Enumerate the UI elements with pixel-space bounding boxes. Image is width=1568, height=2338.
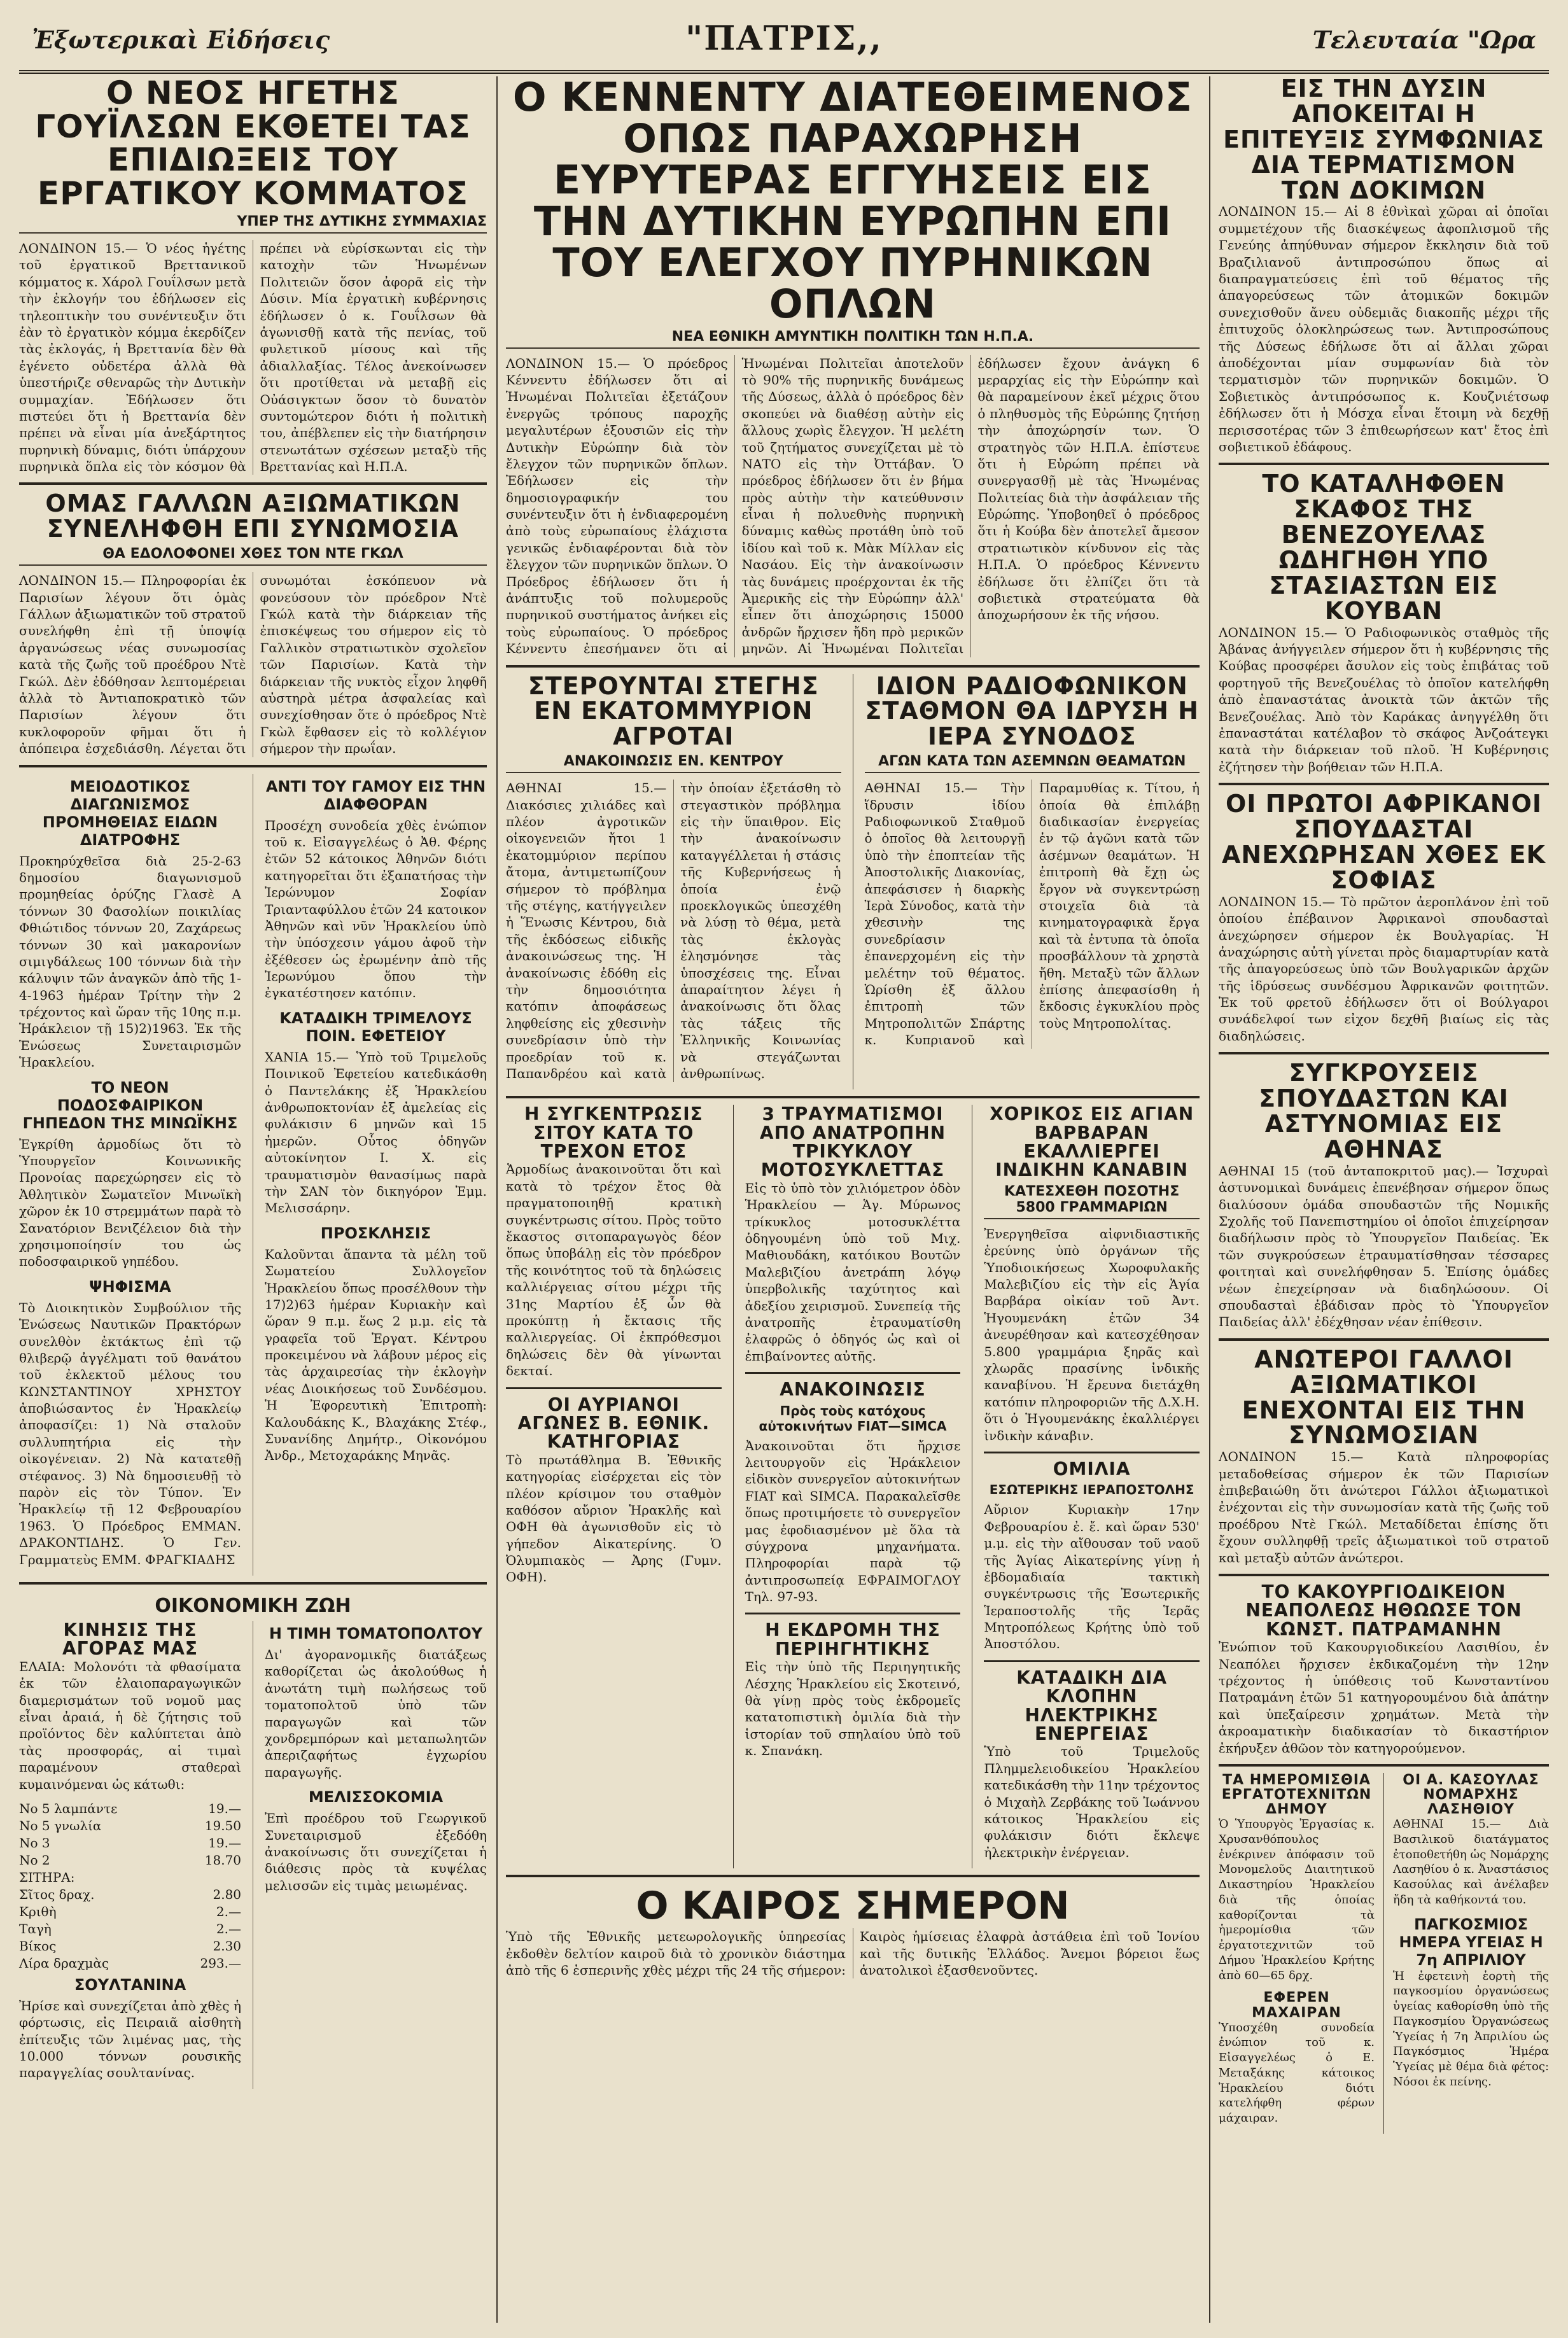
article-invitation: Καλοῦνται ἅπαντα τὰ μέλη τοῦ Σωματείου Συλλογεῖον Ἡρακλείου ὅπως προσέλθουν τὴν 17)2)63 ἡμέραν Κυριακὴν καὶ ὥραν 9 π.μ. ἕως 2 μ.μ. εἰς τὰ γραφεῖα τοῦ Ἐργατ. Κέντρου προκειμένου νὰ λάβουν μέρος εἰς τὰς ἀρχαιρεσίας τὴν ἐκλογὴν νέας Διοικήσεως τοῦ Συνδέσμου. Ἡ Ἐφορευτικὴ Ἐπιτροπὴ: Καλουδάκης Κ., Βλαχάκης Στέφ., Συνανίδης Δημήτρ., Οἰκονόμου Ἀνδρ., Μετοχαράκης Μηνᾶς.: [265, 1246, 487, 1464]
article-knife: Ὑποσχέθη συνοδεία ἐνώπιον τοῦ κ. Εἰσαγγελέως ὁ Ε. Μεταξάκης κάτοικος Ἡρακλείου διότι κατελήφθη φέρων μάχαιραν.: [1219, 2020, 1375, 2125]
article-health-day: Ἡ ἐφετεινὴ ἑορτὴ τῆς παγκοσμίου ὀργανώσεως ὑγείας καθορίσθη ὑπὸ τῆς Παγκοσμίου Ὀργανώσεως Ὑγείας ἡ 7η Ἀπριλίου ὡς Παγκόσμιος Ἡμέρα Ὑγείας μὲ θέμα διὰ φέτος: Νόσοι ἐκ πείνης.: [1393, 1969, 1550, 2089]
headline-weather: Ο ΚΑΙΡΟΣ ΣΗΜΕΡΟΝ: [636, 1884, 1070, 1929]
market-price-row: [19, 1903, 241, 1921]
market-price-value: 19.—: [208, 1800, 242, 1816]
market-price-label: Λίρα δραχμὰς: [19, 1955, 109, 1971]
small-notices-right: [265, 774, 487, 1576]
article-wages: Ὁ Ὑπουργὸς Ἐργασίας κ. Χρυσανθόπουλος ἐνέκρινεν ἀπόφασιν τοῦ Μονομελοῦς Διαιτητικοῦ Δικαστηρίου Ἡρακλείου διὰ τῆς ὁποίας καθορίζονται τὰ ἡμερομίσθια τῶν ἐργατοτεχνιτῶν τοῦ Δήμου Ἡρακλείου Κρήτης ἀπὸ 60—65 δρχ.: [1219, 1817, 1375, 1982]
market-price-label: Νο 2: [19, 1852, 50, 1868]
box-french-officers: [19, 482, 487, 757]
article-wilson: ΛΟΝΔΙΝΟΝ 15.— Ὁ νέος ἡγέτης τοῦ ἐργατικοῦ Βρεττανικοῦ κόμματος κ. Χάρολ Γουΐλσων μετὰ τὴν ἐκλογήν του ἐδήλωσεν εἰς τηλεοπτικὴν του συνέντευξιν ὅτι ἐὰν τὸ ἐργατικὸν κόμμα ἐκερδίζεν τὰς ἐκλογάς, ἡ Βρεττανία δὲν θὰ ἐγένετο οὐδετέρα ἀλλὰ θὰ ὑπεστήριζε σθεναρῶς τὴν Δυτικὴν συμμαχίαν. Ἐδήλωσεν ὅτι πιστεύει ὅτι ἡ Βρεττανία δὲν πρέπει νὰ εἶναι μία ἀνεξάρτητος πυρηνικὴ δύναμις, διότι ὑπάρχουν πυρηνικὰ ὅπλα εἰς τὸν κόσμον θὰ πρέπει νὰ εὑρίσκωνται εἰς τὴν κατοχὴν τῶν Ἡνωμένων Πολιτειῶν ὅσον ἀφορᾶ εἰς τὴν Δύσιν. Μία ἐργατικὴ κυβέρνησις ἐδήλωσεν ὁ κ. Γουΐλσων θὰ ἀγωνισθῇ κατὰ τῆς πενίας, τοῦ φυλετικοῦ μίσους καὶ τῆς ἀδιαλλαξίας. Τέλος ἀνεκοίνωσεν ὅτι προτίθεται νὰ μεταβῇ εἰς Οὐάσιγκτων ὅσον τὸ δυνατὸν συντομώτερον διότι ἡ πολιτικὴ του, ἀπέβλεπεν εἰς τὴν διατήρησιν στενωτάτων σχέσεων μεταξὺ τῆς Βρεττανίας καὶ Η.Π.Α.: [19, 241, 487, 475]
article-kennedy: ΛΟΝΔΙΝΟΝ 15.— Ὁ πρόεδρος Κέννεντυ ἐδήλωσεν ὅτι αἱ Ἡνωμέναι Πολιτεῖαι ἐξετάζουν ἐνεργῶς τρόπους παροχῆς μεγαλυτέρων ἐξουσιῶν εἰς τὴν Δυτικὴν Εὐρώπην διὰ τὸν ἔλεγχον τῶν πυρηνικῶν ὅπλων. Ἐδήλωσεν εἰς τὴν δημοσιογραφικήν του συνέντευξιν ὅτι ἡ ἐνδιαφερομένη ἀπὸ τοὺς εὐρωπαίους ἐλάχιστα γενικῶς ἐνδιαφέρονται διὰ τὸν ἔλεγχον τῶν πυρηνικῶν ὅπλων. Ὁ Πρόεδρος ἐδήλωσεν ὅτι ἡ ἀνάπτυξις τοῦ πολυμεροῦς πυρηνικοῦ συστήματος ἀνήκει εἰς τοὺς εὐρωπαίους. Ὁ πρόεδρος Κέννεντυ ἐπεσήμανεν ὅτι αἱ Ἡνωμέναι Πολιτεῖαι ἀποτελοῦν τὸ 90% τῆς πυρηνικῆς δυνάμεως τῆς Δύσεως, ἀλλὰ ὁ πρόεδρος δὲν σκοπεύει νὰ διαθέσῃ αὐτὴν εἰς ἄλλους χωρὶς ἔλεγχον. Ἡ μελέτη τοῦ ζητήματος συνεχίζεται μὲ τὸ ΝΑΤΟ εἰς τὴν Ὀττάβαν. Ὁ πρόεδρος ἐδήλωσεν ὅτι ἐν βήμα πρὸς αὐτὴν τὴν κατεύθυνσιν εἶναι ἡ πολυεθνὴς πυρηνικὴ δύναμις καθὼς προτάθη ὑπὸ τοῦ ἰδίου καὶ τοῦ κ. Μὰκ Μίλλαν εἰς Νασάου. Εἰς τὴν ἀνακοίνωσιν τὰς δυνάμεις προέρχονται ἐκ τῆς Ἀμερικῆς εἰς τὴν Εὐρώπην ἀλλ' εἶπεν ὅτι ἀποχώρησις 15000 ἀνδρῶν ἤρχισεν ἤδη πρὸ μερικῶν μηνῶν. Αἱ Ἡνωμέναι Πολιτεῖαι ἐδήλωσεν ἔχουν ἀνάγκη 6 μεραρχίας εἰς τὴν Εὐρώπην καὶ θὰ παραμείνουν ἐκεῖ μέχρις ὅτου ὁ πληθυσμὸς τῆς Εὐρώπης ζητήσῃ τὴν ἀποχώρησίν των. Ὁ στρατηγὸς τῶν Η.Π.Α. ἐπίστευε ὅτι ἡ Εὐρώπη πρέπει νὰ συνεργασθῇ μὲ τὰς Ἡνωμένας Πολιτείας διὰ τὴν ἀσφάλειαν τῆς Εὐρώπης. Ὑποβοηθεῖ ὁ πρόεδρος ὅτι ἡ Κούβα δὲν ἀποτελεῖ ἄμεσον στρατιωτικὸν κίνδυνον εἰς τὰς Η.Π.Α. Ὁ πρόεδρος Κέννεντυ ἐδήλωσε ὅτι ἐλπίζει ὅτι τὰ σοβιετικὰ στρατεύματα θὰ ἀποχωρήσουν ἐκ τῆς νήσου.: [506, 355, 1200, 657]
headline-notice: ΑΝΑΚΟΙΝΩΣΙΣ: [780, 1379, 926, 1401]
market-price-row: [19, 1938, 241, 1955]
headline-test-ban: ΕΙΣ ΤΗΝ ΔΥΣΙΝ ΑΠΟΚΕΙΤΑΙ Η ΕΠΙΤΕΥΞΙΣ ΣΥΜΦΩΝΙΑΣ ΔΙΑ ΤΕΡΜΑΤΙΣΜΟΝ ΤΩΝ ΔΟΚΙΜΩΝ: [1223, 74, 1544, 204]
headline-health-day: ΠΑΓΚΟΣΜΙΟΣ ΗΜΕΡΑ ΥΓΕΙΑΣ Η 7η ΑΠΡΙΛΙΟΥ: [1399, 1915, 1543, 1969]
headline-hemp: ΧΟΡΙΚΟΣ ΕΙΣ ΑΓΙΑΝ ΒΑΡΒΑΡΑΝ ΕΚΑΛΛΙΕΡΓΕΙ ΙΝΔΙΚΗΝ ΚΑΝΑΒΙΝ: [990, 1103, 1194, 1181]
right-column: [1219, 76, 1549, 2134]
market-price-label: Νο 3: [19, 1835, 50, 1851]
article-student-clashes: ΑΘΗΝΑΙ 15 (τοῦ ἀνταποκριτοῦ μας).— Ἰσχυραὶ ἀστυνομικαὶ δυνάμεις ἐπενέβησαν σήμερον ὅπως διαλύσουν ὁμάδα σπουδαστῶν τῆς Νομικῆς Σχολῆς τοῦ Πανεπιστημίου οἱ ὁποῖοι ἐπιχείρησαν διαδήλωσιν πρὸς τὸ Ὑπουργεῖον Παιδείας. Ἐκ τῶν συγκρούσεων ἐτραυματίσθησαν τέσσαρες φοιτηταὶ καὶ συνελήφθησαν 5. Ἐπίσης ὁμάδες νέων ἐπεχείρησαν νὰ διαδηλώσουν. Οἱ σπουδασταὶ ἐβάδισαν πρὸς τὸ Ὑπουργεῖον Παιδείας ἀλλ' ἐδέχθησαν νέαν ἐπίθεσιν.: [1219, 1163, 1549, 1330]
article-resolution: Τὸ Διοικητικὸν Συμβούλιον τῆς Ἑνώσεως Ναυτικῶν Πρακτόρων συνελθὸν ἐκτάκτως ἐπὶ τῷ θλιβερῷ ἀγγέλματι τοῦ θανάτου τοῦ ἐκλεκτοῦ μέλους του ΚΩΝΣΤΑΝΤΙΝΟΥ ΧΡΗΣΤΟΥ ἀποβιώσαντος ἐν Ἡρακλείῳ ἀποφασίζει: 1) Νὰ σταλοῦν συλλυπητήρια εἰς τὴν οἰκογένειαν. 2) Νὰ κατατεθῇ στέφανος. 3) Νὰ δημοσιευθῇ τὸ παρὸν εἰς τὸν Τύπον. Ἐν Ἡρακλείῳ τῇ 12 Φεβρουαρίου 1963. Ὁ Πρόεδρος ΕΜΜΑΝ. ΔΡΑΚΟΝΤΙΔΗΣ. Ὁ Γεν. Γραμματεὺς ΕΜΜ. ΦΡΑΓΚΙΑΔΗΣ: [19, 1299, 242, 1567]
headline-venezuela: ΤΟ ΚΑΤΑΛΗΦΘΕΝ ΣΚΑΦΟΣ ΤΗΣ ΒΕΝΕΖΟΥΕΛΑΣ ΩΔΗΓΗΘΗ ΥΠΟ ΣΤΑΣΙΑΣΤΩΝ ΕΙΣ ΚΟΥΒΑΝ: [1262, 470, 1506, 625]
market-price-list: [19, 1800, 241, 1972]
economy-title: ΟΙΚΟΝΟΜΙΚΗ ΖΩΗ: [155, 1595, 351, 1617]
headline-kings: ΟΙ ΑΥΡΙΑΝΟΙ ΑΓΩΝΕΣ Β. ΕΘΝΙΚ. ΚΑΤΗΓΟΡΙΑΣ: [517, 1394, 710, 1453]
article-conviction: ΧΑΝΙΑ 15.— Ὑπὸ τοῦ Τριμελοῦς Ποινικοῦ Ἐφετείου κατεδικάσθη ὁ Παντελάκης ἐξ Ἡρακλείου ἀνθρωποκτονίαν ἐξ ἀμελείας εἰς φυλάκισιν 6 μηνῶν καὶ 15 ἡμερῶν. Οὗτος ὁδηγῶν αὐτοκίνητον Ι. Χ. εἰς τραυματισμὸν θανασίμως παρὰ τὴν ΣΑΝ τὸν δικηγόρον Ἐμμ. Μελισσάρην.: [265, 1049, 487, 1216]
article-marriage: Προσέχη συνοδεία χθὲς ἐνώπιον τοῦ κ. Εἰσαγγελέως ὁ Ἀθ. Φέρης ἐτῶν 52 κάτοικος Ἀθηνῶν διότι κατηγορεῖται ὅτι ἐξαπατήσας τὴν Ἰερώνυμον Σοφίαν Τριανταφύλλου ἐτῶν 24 κατοικον Ἀθηνῶν καὶ νῦν Ἡρακλείου ὑπὸ τὴν ὑπόσχεσιν γάμου ἀφοῦ τὴν ἐξέθεσεν ὡς ἐρωμένην ἀπὸ τῆς Ἰερωνύμου ὅπου τὴν ἐγκατέστησεν κατόπιν.: [265, 817, 487, 1001]
article-hemp: Ἐνεργηθεῖσα αἰφνιδιαστικῆς ἐρεύνης ὑπὸ ὀργάνων τῆς Ὑποδιοικήσεως Χωροφυλακῆς Μαλεβιζίου εἰς τὴν εἰς Ἁγία Βαρβάρα οἰκίαν τοῦ Ἀντ. Ἡγουμενάκη ἐτῶν 34 ἀνευρέθησαν καὶ κατεσχέθησαν 5.800 γραμμάρια ξηρᾶς καὶ χλωρᾶς πρασίνης ἰνδικῆς καναβίνου. Ἡ ἔρευνα διετάχθη κατόπιν πληροφοριῶν τῆς Δ.Χ.Η. ὅτι ὁ Ἡγουμενάκης ἐκαλλιέργει ἰνδικὴν κάναβιν.: [984, 1226, 1200, 1443]
headline-kennedy: Ο ΚΕΝΝΕΝΤΥ ΔΙΑΤΕΘΕΙΜΕΝΟΣ ΟΠΩΣ ΠΑΡΑΧΩΡΗΣΗ ΕΥΡΥΤΕΡΑΣ ΕΓΓΥΗΣΕΙΣ ΕΙΣ ΤΗΝ ΔΥΤΙΚΗΝ ΕΥΡΩΠΗΝ ΕΠΙ ΤΟΥ ΕΛΕΓΧΟΥ ΠΥΡΗΝΙΚΩΝ ΟΠΛΩΝ: [512, 74, 1193, 328]
headline-wheat: Η ΣΥΓΚΕΝΤΡΩΣΙΣ ΣΙΤΟΥ ΚΑΤΑ ΤΟ ΤΡΕΧΟΝ ΕΤΟΣ: [524, 1103, 703, 1163]
kicker-french-plot: ΘΑ ΕΔΟΛΟΦΟΝΕΙ ΧΘΕΣ ΤΟΝ ΝΤΕ ΓΚΩΛ: [19, 546, 487, 566]
article-notice: Ἀνακοινοῦται ὅτι ἤρχισε λειτουργοῦν εἰς Ἡράκλειον εἰδικὸν συνεργεῖον αὐτοκινήτων FIAT καὶ SIMCA. Παρακαλεῖσθε ὅπως προτιμήσετε τὸ συνεργεῖον μας ἐφοδιασμένον μὲ ὅλα τὰ σύγχρονα μηχανήματα. Πληροφορίαι παρὰ τῷ ἀντιπροσωπείᾳ ΕΦΡΑΙΜΟΓΛΟΥ Τηλ. 97-93.: [745, 1438, 961, 1605]
column-rule: [1209, 76, 1210, 2323]
headline-court: ΤΟ ΚΑΚΟΥΡΓΙΟΔΙΚΕΙΟΝ ΝΕΑΠΟΛΕΩΣ ΗΘΩΩΣΕ ΤΟΝ ΚΩΝΣΤ. ΠΑΤΡΑΜΑΝΗΝ: [1245, 1581, 1522, 1640]
market-price-label: ΣΙΤΗΡΑ:: [19, 1869, 75, 1885]
block-wheat: [506, 1105, 722, 1868]
left-column: [19, 76, 487, 2089]
market-price-value: 293.—: [200, 1955, 242, 1971]
market-price-label: Ταγὴ: [19, 1921, 52, 1936]
section-right-title: Τελευταία "Ωρα: [1312, 25, 1536, 54]
divider: [733, 1105, 734, 1868]
article-accident: Εἰς τὸ ὑπὸ τὸν χιλιόμετρον ὁδὸν Ἡρακλείου — Ἁγ. Μύρωνος τρίκυκλος μοτοσυκλέττα ὁδηγουμένη ὑπὸ τοῦ Μιχ. Μαθιουδάκη, κατόικου Βουτῶν Μαλεβιζίου ἀνετράπη λόγῳ ὑπερβολικῆς ταχύτητος καὶ ἀδεξίου χειρισμοῦ. Συνεπείᾳ τῆς ἀνατροπῆς ἐτραυματίσθη ἐλαφρῶς ὁ ὁδηγός ὡς καὶ οἱ ἐπιβαίνοντες αὐτῆς.: [745, 1180, 961, 1364]
headline-electric-theft: ΚΑΤΑΔΙΚΗ ΔΙΑ ΚΛΟΠΗΝ ΗΛΕΚΤΡΙΚΗΣ ΕΝΕΡΓΕΙΑΣ: [1016, 1667, 1168, 1745]
right-bottom-right: [1393, 1773, 1549, 2134]
article-farmers: ΑΘΗΝΑΙ 15.— Διακόσιες χιλιάδες καὶ πλέον ἀγροτικῶν οἰκογενειῶν ἤτοι 1 ἑκατομμύριον περίπου ἄτομα, ἀντιμετωπίζουν σήμερον τὸ πρόβλημα τῆς στέγης, κατήγγειλεν ἡ Ἕνωσις Κέντρου, διὰ τῆς ἐκδόσεως εἰδικῆς ἀνακοινώσεως της. Ἡ ἀνακοίνωσις ἐδόθη εἰς τὴν δημοσιότητα κατόπιν ἀποφάσεως ληφθείσης εἰς χθεσινὴν συνεδρίασιν ὑπὸ τὴν προεδρίαν τοῦ κ. Παπανδρέου καὶ κατὰ τὴν ὁποίαν ἐξετάσθη τὸ στεγαστικὸν πρόβλημα εἰς τὴν ὕπαιθρον. Εἰς τὴν ἀνακοίνωσιν καταγγέλλεται ἡ στάσις τῆς Κυβερνήσεως ἡ ὁποία ἐνῷ προεκλογικῶς ὑπεσχέθη νὰ λύσῃ τὸ θέμα, μετὰ τὰς ἐκλογὰς ἐλησμόνησε τὰς ὑποσχέσεις της. Εἶναι ἀπαραίτητον λέγει ἡ ἀνακοίνωσις ὅτι ὅλας τὰς τάξεις τῆς Ἑλληνικῆς Κοινωνίας νὰ στεγάζωνται ἀνθρωπίνως.: [506, 780, 841, 1081]
sultana-title: ΣΟΥΛΤΑΝΙΝΑ: [74, 1975, 186, 1994]
headline-knife: ΕΦΕΡΕΝ ΜΑΧΑΙΡΑΝ: [1252, 1990, 1341, 2021]
market-price-value: 2.30: [213, 1938, 242, 1954]
market-price-row: [19, 1869, 241, 1886]
block-court: [1219, 1574, 1549, 1756]
headline-french-plot: ΟΜΑΣ ΓΑΛΛΩΝ ΑΞΙΩΜΑΤΙΚΩΝ ΣΥΝΕΛΗΦΘΗ ΕΠΙ ΣΥΝΩΜΟΣΙΑ: [45, 489, 461, 543]
market-price-row: [19, 1955, 241, 1972]
headline-accident: 3 ΤΡΑΥΜΑΤΙΣΜΟΙ ΑΠΟ ΑΝΑΤΡΟΠΗΝ ΤΡΙΚΥΚΛΟΥ ΜΟΤΟΣΥΚΛΕΤΤΑΣ: [759, 1103, 946, 1181]
market-block: [19, 1621, 241, 2089]
center-row-1: [506, 665, 1200, 1090]
small-notices-left: [19, 774, 241, 1576]
market-price-value: 19.50: [204, 1817, 242, 1833]
article-speech: Αὔριον Κυριακὴν 17ην Φεβρουαρίου ἐ. ἔ. καὶ ὥραν 530' μ.μ. εἰς τὴν αἴθουσαν τοῦ ναοῦ τῆς Ἁγίας Αἰκατερίνης γίνῃ ἡ ἑβδομαδιαία τακτικὴ συγκέντρωσις τῆς Ἐσωτερικῆς Ἱεραποστολῆς τῆς Ἱερᾶς Μητροπόλεως Κρήτης ὑπὸ τοῦ Ἀποστόλου.: [984, 1502, 1200, 1652]
headline-wilson: Ο ΝΕΟΣ ΗΓΕΤΗΣ ΓΟΥΪΛΣΩΝ ΕΚΘΕΤΕΙ ΤΑΣ ΕΠΙΔΙΩΞΕΙΣ ΤΟΥ ΕΡΓΑΤΙΚΟΥ ΚΟΜΜΑΤΟΣ: [35, 74, 471, 212]
separator: [745, 1613, 961, 1614]
market-intro: ΕΛΑΙΑ: Μολονότι τὰ φθασίματα ἐκ τῶν ἐλαιοπαραγωγικῶν διαμερισμάτων τοῦ νομοῦ μας εἶναι ἀραιά, ἡ δὲ ζήτησις τοῦ προϊόντος δὲν καλύπτεται ἀπὸ τὰς προσφοράς, αἱ τιμαὶ παραμένουν σταθεραὶ κυμαινόμεναι ὡς κάτωθι:: [19, 1658, 242, 1792]
headline-stadium: ΤΟ ΝΕΟΝ ΠΟΔΟΣΦΑΙΡΙΚΟΝ ΓΗΠΕΔΟΝ ΤΗΣ ΜΙΝΩΪΚΗΣ: [22, 1078, 238, 1132]
headline-invitation: ΠΡΟΣΚΛΗΣΙΣ: [320, 1224, 431, 1242]
headline-speech: ΟΜΙΛΙΑ: [1053, 1458, 1131, 1480]
article-stadium: Ἐγκρίθη ἀρμοδίως ὅτι τὸ Ὑπουργεῖον Κοινωνικῆς Προνοίας παρεχώρησεν εἰς τὸ Ἀθλητικὸν Σωματεῖον Μινωϊκὴ χῶρον ἐκ 10 στρεμμάτων παρὰ τὸ Σανατόριον Βενιζέλειον διὰ τὴν χρησιμοποίησίν του ὡς ποδοσφαιρικοῦ γηπέδου.: [19, 1136, 242, 1270]
column-rule: [496, 76, 498, 2323]
article-electric-theft: Ὑπὸ τοῦ Τριμελοῦς Πλημμελειοδικείου Ἡρακλείου κατεδικάσθη τὴν 11ην τρέχοντος ὁ Μιχαὴλ Ζερβάκης τοῦ Ἰωάννου κάτοικος Ἡρακλείου εἰς φυλάκισιν διότι ἔκλεψε ἠλεκτρικὴν ἐνέργειαν.: [984, 1744, 1200, 1860]
block-farmers: [506, 671, 841, 1090]
block-radio: [864, 671, 1200, 1090]
small-notices: [19, 765, 487, 1576]
article-prefect: ΑΘΗΝΑΙ 15.— Διὰ Βασιλικοῦ διατάγματος ἐτοποθετήθη ὡς Νομάρχης Λασηθίου ὁ κ. Ἀναστάσιος Κασούλας καὶ ἀνέλαβεν ἤδη τὰ καθήκοντά του.: [1393, 1817, 1550, 1907]
block-venezuela: [1219, 463, 1549, 775]
headline-radio: ΙΔΙΟΝ ΡΑΔΙΟΦΩΝΙΚΟΝ ΣΤΑΘΜΟΝ ΘΑ ΙΔΡΥΣΗ Η ΙΕΡΑ ΣΥΝΟΔΟΣ: [865, 671, 1199, 751]
market-price-row: [19, 1835, 241, 1852]
separator: [984, 1452, 1200, 1453]
economy-section: [19, 1582, 487, 2089]
market-price-label: Βίκος: [19, 1938, 57, 1954]
article-venezuela: ΛΟΝΔΙΝΟΝ 15.— Ὁ Ραδιοφωνικὸς σταθμὸς τῆς Ἀβάνας ἀνήγγειλεν σήμερον ὅτι ἡ κυβέρνησις τῆς Κούβας προσφέρει ἄσυλον εἰς τοὺς ἐπιβάτας τοῦ φορτηγοῦ τῆς Βενεζουέλας τὸ ὁποῖον κατελήφθη ἀπὸ ἐπαναστάτας ἀνοικτὰ τῶν ἀκτῶν τῆς Βενεζουέλας. Ἀπὸ τὸν Καράκας ἀνηγγέλθη ὅτι ἐπαναστάται κατέλαβον τὸ σκάφος Ἀνζοάτεγκι κατὰ τὴν διάρκειαν τοῦ πλοῦ. Ἡ Κυβέρνησις ἐζήτησεν τὴν βοήθειαν τῶν Η.Π.Α.: [1219, 624, 1549, 774]
kicker-farmers: ΑΝΑΚΟΙΝΩΣΙΣ ΕΝ. ΚΕΝΤΡΟΥ: [506, 753, 841, 773]
market-price-label: Κριθὴ: [19, 1903, 57, 1919]
headline-excursion: Η ΕΚΔΡΟΜΗ ΤΗΣ ΠΕΡΙΗΓΗΤΙΚΗΣ: [765, 1620, 941, 1660]
separator: [745, 1372, 961, 1374]
headline-conviction: ΚΑΤΑΔΙΚΗ ΤΡΙΜΕΛΟΥΣ ΠΟΙΝ. ΕΦΕΤΕΙΟΥ: [279, 1009, 472, 1045]
article-test-ban: ΛΟΝΔΙΝΟΝ 15.— Αἱ 8 ἐθνὶκαὶ χῶραι αἱ ὁποῖαι συμμετέχουν τῆς διασκέψεως ἀφοπλισμοῦ τῆς Γενεύης ἀπηύθυναν σήμερον ἔκκλησιν διὰ τοῦ Βραζιλιανοῦ ἀντιπροσώπου ὅπως αἱ διαπραγματεύσεις ἐπὶ τοῦ θέματος τῆς ἀπαγορεύσεως τῶν ἀτομικῶν δοκιμῶν συνεχισθοῦν ἄνευ οὐδεμιᾶς διακοπῆς μέχρι τῆς ἐπιτυχοῦς ὁλοκληρώσεως των. Ἀντιπροσώπους τῆς Δύσεως ἐδήλωσε ὅτι αἱ ἄλλαι χῶραι ἀποδέχονται μίαν συμφωνίαν διὰ τὸν τερματισμὸν τῶν πυρηνικῶν δοκιμῶν. Ὁ Σοβιετικὸς ἀντιπρόσωπος κ. Κουζνιέτσωφ ἐδήλωσεν ὅτι ἡ Μόσχα εἶναι ἕτοιμη νὰ δεχθῇ περισσοτέρας τῶν 3 ἐπιθεωρήσεων κατ' ἔτος ἐπὶ σοβιετικοῦ ἐδάφους.: [1219, 204, 1549, 454]
block-hemp: [984, 1105, 1200, 1868]
article-french-plot: ΛΟΝΔΙΝΟΝ 15.— Πληροφορίαι ἐκ Παρισίων λέγουν ὅτι ὁμὰς Γάλλων ἀξιωματικῶν τοῦ στρατοῦ συνελήφθη ἐπὶ τῇ ὑποψίᾳ ἀργανώσεως νέας συνωμοσίας κατὰ τῆς ζωῆς τοῦ προέδρου Ντὲ Γκώλ. Δὲν ἐδόθησαν λεπτομέρειαι ἀλλὰ τὸ Ἀντιαποκρατικὸ τῶν Παρισίων λέγουν ὅτι κυκλοφοροῦν φῆμαι ὅτι ἡ ἀπόπειρα ἐσχεδιάσθη. Λέγεται ὅτι συνωμόται ἐσκόπευον νὰ φονεύσουν τὸν πρόεδρον Ντὲ Γκώλ κατὰ τὴν διάρκειαν τῆς ἐπισκέψεως του σήμερον εἰς τὸ Γαλλικὸν στρατιωτικὸν σχολεῖον τῶν Παρισίων. Κατὰ τὴν διάρκειαν τῆς νυκτὸς εἶχον ληφθῆ αὐστηρὰ μέτρα ἀσφαλείας καὶ συνεχίσθησαν ὅτε ὁ πρόεδρος Ντὲ Γκὼλ ἔφθασεν εἰς τὸ κολλέγιον σήμερον τὴν πρωΐαν.: [19, 573, 487, 757]
section-left-title: Ἐξωτερικαὶ Εἰδήσεις: [32, 25, 330, 54]
headline-french-senior: ΑΝΩΤΕΡΟΙ ΓΑΛΛΟΙ ΑΞΙΩΜΑΤΙΚΟΙ ΕΝΕΧΟΝΤΑΙ ΕΙΣ ΤΗΝ ΣΥΝΩΜΟΣΙΑΝ: [1242, 1345, 1526, 1450]
article-radio: ΑΘΗΝΑΙ 15.— Τὴν ἵδρυσιν ἰδίου Ραδιοφωνικοῦ Σταθμοῦ ὁ ὁποῖος θὰ λειτουργῇ ὑπὸ τὴν ἐποπτείαν τῆς Ἀποστολικῆς Διακονίας, ἀπεφάσισεν ἡ διαρκὴς Ἱερὰ Σύνοδος, κατὰ τὴν χθεσινὴν της συνεδρίασιν ἐπανερχομένη εἰς τὴν μελέτην τοῦ θέματος. Ὡρίσθη ἐξ ἄλλου ἐπιτροπὴ τῶν Μητροπολιτῶν Σπάρτης κ. Κυπριανοῦ καὶ Παραμυθίας κ. Τίτου, ἡ ὁποία θὰ ἐπιλάβῃ διαδικασίαν ἐνεργείας ἐν τῷ ἀγῶνι κατὰ τῶν ἀσέμνων θεαμάτων. Ἡ ἐπιτροπὴ θὰ ἔχῃ ὡς ἔργον νὰ συγκεντρώσῃ στοιχεῖα διὰ τὰ κινηματογραφικὰ ἔργα καὶ τὰ ἐντυπα τὰ ὁποῖα προσβάλλουν τὰ χρηστὰ ἤθη. Μεταξὺ τῶν ἄλλων ἐπίσης ἀπεφασίσθη ἡ ἔκδοσις ἐγκυκλίου πρὸς τοὺς Μητροπολίτας.: [864, 780, 1200, 1048]
newspaper-title: "ΠΑΤΡΙΣ,,: [685, 19, 883, 58]
kicker-speech: ΕΣΩΤΕΡΙΚΗΣ ΙΕΡΑΠΟΣΤΟΛΗΣ: [989, 1482, 1194, 1498]
market-title: ΚΙΝΗΣΙΣ ΤΗΣ ΑΓΟΡΑΣ ΜΑΣ: [62, 1620, 199, 1660]
right-bottom-left: [1219, 1773, 1375, 2134]
market-price-value: 2.80: [213, 1886, 242, 1902]
block-accident: [745, 1105, 961, 1868]
block-student-clashes: [1219, 1052, 1549, 1330]
market-price-value: 2.—: [216, 1921, 242, 1936]
market-price-value: 19.—: [208, 1835, 242, 1851]
divider: [1383, 1773, 1384, 2134]
market-price-row: [19, 1886, 241, 1903]
separator: [984, 1660, 1200, 1662]
block-african-students: [1219, 783, 1549, 1044]
separator: [506, 1387, 722, 1389]
market-price-row: [19, 1852, 241, 1869]
headline-resolution: ΨΗΦΙΣΜΑ: [89, 1277, 171, 1296]
masthead: [19, 6, 1549, 74]
newspaper-page: [19, 6, 1549, 2329]
headline-student-clashes: ΣΥΓΚΡΟΥΣΕΙΣ ΣΠΟΥΔΑΣΤΩΝ ΚΑΙ ΑΣΤΥΝΟΜΙΑΣ ΕΙΣ ΑΘΗΝΑΣ: [1259, 1059, 1509, 1163]
right-bottom: [1219, 1764, 1549, 2134]
article-kings: Τὸ πρωτάθλημα Β. Ἐθνικῆς κατηγορίας εἰσέρχεται εἰς τὸν πλέον κρίσιμον του σταθμὸν καθόσον αὔριον Ἡρακλῆς καὶ ΟΦΗ θὰ ἀγωνισθοῦν εἰς τὸ γήπεδον Αἰκατερίνης. Ὁ Ὀλυμπιακὸς — Ἀρης (Γυμν. ΟΦΗ).: [506, 1452, 722, 1585]
market-price-label: Νο 5 λαμπάντε: [19, 1800, 118, 1816]
headline-wages: ΤΑ ΗΜΕΡΟΜΙΣΘΙΑ ΕΡΓΑΤΟΤΕΧΝΙΤΩΝ ΔΗΜΟΥ: [1221, 1772, 1372, 1818]
market-price-row: [19, 1800, 241, 1817]
article-weather: Ὑπὸ τῆς Ἐθνικῆς μετεωρολογικῆς ὑπηρεσίας ἐκδοθὲν δελτίον καιροῦ διὰ τὸ χρονικὸν διάστημα ἀπὸ τῆς 6 ἑσπερινῆς χθὲς μέχρι τῆς 24 τῆς σήμερον: Καιρὸς ἡμίσειας ἐλαφρὰ ἀστάθεια ἐπὶ τοῦ Ἰονίου καὶ τῆς δυτικῆς Ἑλλάδος. Ἄνεμοι βόρειοι ἕως ἀνατολικοὶ ἐξασθενοῦντες.: [506, 1929, 1200, 1978]
market-price-value: 2.—: [216, 1903, 242, 1919]
kicker-kennedy: ΝΕΑ ΕΘΝΙΚΗ ΑΜΥΝΤΙΚΗ ΠΟΛΙΤΙΚΗ ΤΩΝ Η.Π.Α.: [506, 329, 1200, 349]
article-african-students: ΛΟΝΔΙΝΟΝ 15.— Τὸ πρῶτον ἀεροπλάνον ἐπὶ τοῦ ὁποίου ἐπέβαινον Ἀφρικανοὶ σπουδασταὶ ἀνεχώρησεν σήμερον ἐκ Βουλγαρίας. Ἡ ἀναχώρησις αὐτὴ γίνεται πρὸς διαμαρτυρίαν κατὰ τῆς ἀπαγορεύσεως ὑπὸ τῶν Βουλγαρικῶν ἀρχῶν τῆς ἱδρύσεως συνδέσμου Ἀφρικανῶν φοιτητῶν. Ἐκ τοῦ φρετοῦ ἐδήλωσεν ὅτι οἱ Βούλγαροι συνάδελφοί των εἰχον δεχθῆ βιαίως εἰς τὰς διαδηλώσεις.: [1219, 893, 1549, 1044]
kicker-wilson: ΥΠΕΡ ΤΗΣ ΔΥΤΙΚΗΣ ΣΥΜΜΑΧΙΑΣ: [19, 214, 487, 234]
market-price-row: [19, 1921, 241, 1938]
center-row-2: [506, 1096, 1200, 1868]
block-french-senior: [1219, 1338, 1549, 1566]
headline-african-students: ΟΙ ΠΡΩΤΟΙ ΑΦΡΙΚΑΝΟΙ ΣΠΟΥΔΑΣΤΑΙ ΑΝΕΧΩΡΗΣΑΝ ΧΘΕΣ ΕΚ ΣΟΦΙΑΣ: [1222, 790, 1546, 894]
article-wheat: Ἁρμοδίως ἀνακοινοῦται ὅτι καὶ κατὰ τὸ τρέχον ἔτος θὰ πραγματοποιηθῇ κρατικὴ συγκέντρωσις σίτου. Πρὸς τοῦτο ἔκαστος σιτοπαραγωγὸς δέον ὅπως ὑποβάλῃ εἰς τὸν πρόεδρον τῆς κοινότητος τοῦ τὰ δηλώσεις καλλιέργειας σίτου μέχρι τῆς 31ης Μαρτίου ἐξ ὧν θὰ προκύπτῃ ἡ ἔκτασις τῆς καλλιεργείας. Οἱ ἐκπρόθεσμοι δηλώσεις δὲν θὰ γίνωνται δεκταί.: [506, 1161, 722, 1379]
economy-columns: [19, 1621, 487, 2089]
honey-title: ΜΕΛΙΣΣΟΚΟΜΙΑ: [308, 1788, 444, 1807]
weather-block: [506, 1875, 1200, 1978]
headline-prefect: ΟΙ Α. ΚΑΣΟΥΛΑΣ ΝΟΜΑΡΧΗΣ ΛΑΣΗΘΙΟΥ: [1403, 1772, 1539, 1818]
tomato-title: Η ΤΙΜΗ ΤΟΜΑΤΟΠΟΛΤΟΥ: [269, 1625, 483, 1642]
headline-farmers: ΣΤΕΡΟΥΝΤΑΙ ΣΤΕΓΗΣ ΕΝ ΕΚΑΤΟΜΜΥΡΙΟΝ ΑΓΡΟΤΑΙ: [528, 671, 819, 751]
market-price-label: Νο 5 γνωλία: [19, 1817, 102, 1833]
honey-body: Ἐπὶ προέδρου τοῦ Γεωργικοῦ Συνεταιρισμοῦ ἐξεδόθη ἀνακοίνωσις ὅτι συνεχίζεται ἡ διάθεσις πρὸς τὰ κυψέλας μελισσῶν εἰς τιμὰς μειωμένας.: [265, 1810, 487, 1893]
econ-right-block: [265, 1621, 487, 2089]
sultana-body: Ἠρίσε καὶ συνεχίζεται ἀπὸ χθὲς ἡ φόρτωσις, εἰς Πειραιᾶ αἰσθητὴ ἐπίτευξις τῶν λιμένας μας, τὴς 10.000 τόννων ρουσικῆς παραγγελίας σουλτανίνας.: [19, 1998, 242, 2081]
market-price-row: [19, 1817, 241, 1835]
tomato-body: Δι' ἀγορανομικῆς διατάξεως καθορίζεται ὡς ἀκολούθως ἡ ἀνωτάτη τιμὴ πωλήσεως τοῦ τοματοπολτοῦ ὑπὸ τῶν παραγωγῶν καὶ τῶν χονδρεμπόρων καὶ μεταπωλητῶν ἀπεριζαφήτως ἐγχωρίου παραγωγῆς.: [265, 1647, 487, 1780]
article-excursion: Εἰς τὴν ὑπὸ τῆς Περιηγητικῆς Λέσχης Ἡρακλείου εἰς Σκοτεινό, θὰ γίνῃ πρὸς τοὺς ἐκδρομεῖς κατατοπιστικὴ ὁμιλία διὰ τὴν ἱστορίαν τοῦ σπηλαίου ὑπὸ τοῦ κ. Σπανάκη.: [745, 1659, 961, 1759]
article-tender: Προκηρύχθεῖσα διὰ 25-2-63 δημοσίου διαγωνισμοῦ προμηθείας ὀρύζης Γλασὲ Α τόννων 30 Φασολίων ποικιλίας Φθιώτιδος τόννων 20, Ζαχάρεως τόννων 30 καὶ μακαρονίων σιμιγδάλεως 100 τόννων διὰ τὴν κάλυψιν τῶν ἀναγκῶν ἀπὸ τῆς 1-4-1963 ἡμέραν Τρίτην τὴν 2 τρέχοντος καὶ ὥραν τῆς 10ης π.μ. Ἡράκλειον τῇ 15)2)1963. Ἐκ τῆς Ἑνώσεως Συνεταιρισμῶν Ἡρακλείου.: [19, 853, 242, 1070]
kicker-notice: Πρὸς τοὺς κατόχους αὐτοκινήτων FIAT—SIMCA: [759, 1403, 947, 1434]
headline-tender: ΜΕΙΟΔΟΤΙΚΟΣ ΔΙΑΓΩΝΙΣΜΟΣ ΠΡΟΜΗΘΕΙΑΣ ΕΙΔΩΝ ΔΙΑΤΡΟΦΗΣ: [42, 777, 218, 849]
center-column: [506, 76, 1200, 1986]
article-french-senior: ΛΟΝΔΙΝΟΝ 15.— Κατὰ πληροφορίας μεταδοθείσας σήμερον ἐκ τῶν Παρισίων ἐπιβεβαιώθη ὅτι ἀνώτεροι Γάλλοι ἀξιωματικοὶ ἐνέχονται εἰς τὴν συνωμοσίαν κατὰ τῆς ζωῆς τοῦ προέδρου Ντὲ Γκώλ. Μεταδίδεται ἐπίσης ὅτι ἔχουν συλληφθῇ τρεῖς ἀξιωματικοὶ τοῦ στρατοῦ καὶ μεταξὺ αὐτῶν ἀνώτεροι.: [1219, 1449, 1549, 1565]
headline-marriage: ΑΝΤΙ ΤΟΥ ΓΑΜΟΥ ΕΙΣ ΤΗΝ ΔΙΑΦΘΟΡΑΝ: [265, 777, 486, 813]
market-price-value: 18.70: [204, 1852, 242, 1868]
kicker-radio: ΑΓΩΝ ΚΑΤΑ ΤΩΝ ΑΣΕΜΝΩΝ ΘΕΑΜΑΤΩΝ: [865, 753, 1200, 773]
article-court: Ἐνώπιον τοῦ Κακουργιοδικείου Λασιθίου, ἐν Νεαπόλει ἤρχισεν ἐκδικαζομένη τὴν 12ην τρέχοντος ἡ ὑπόθεσις τοῦ Κωνσταντίνου Πατραμάνη ἐτῶν 51 κατηγορουμένου διὰ ἀπάτην καὶ ὑπεξαίρεσιν χρημάτων. Μετὰ τὴν ἀκροαματικὴν διαδικασίαν τὸ δικαστήριον ἐκήρυξεν ἀθῶον τὸν κατηγορούμενον.: [1219, 1639, 1549, 1756]
kicker-hemp: ΚΑΤΕΣΧΕΘΗ ΠΟΣΟΤΗΣ 5800 ΓΡΑΜΜΑΡΙΩΝ: [984, 1184, 1200, 1219]
market-price-label: Σῖτος δραχ.: [19, 1886, 95, 1902]
